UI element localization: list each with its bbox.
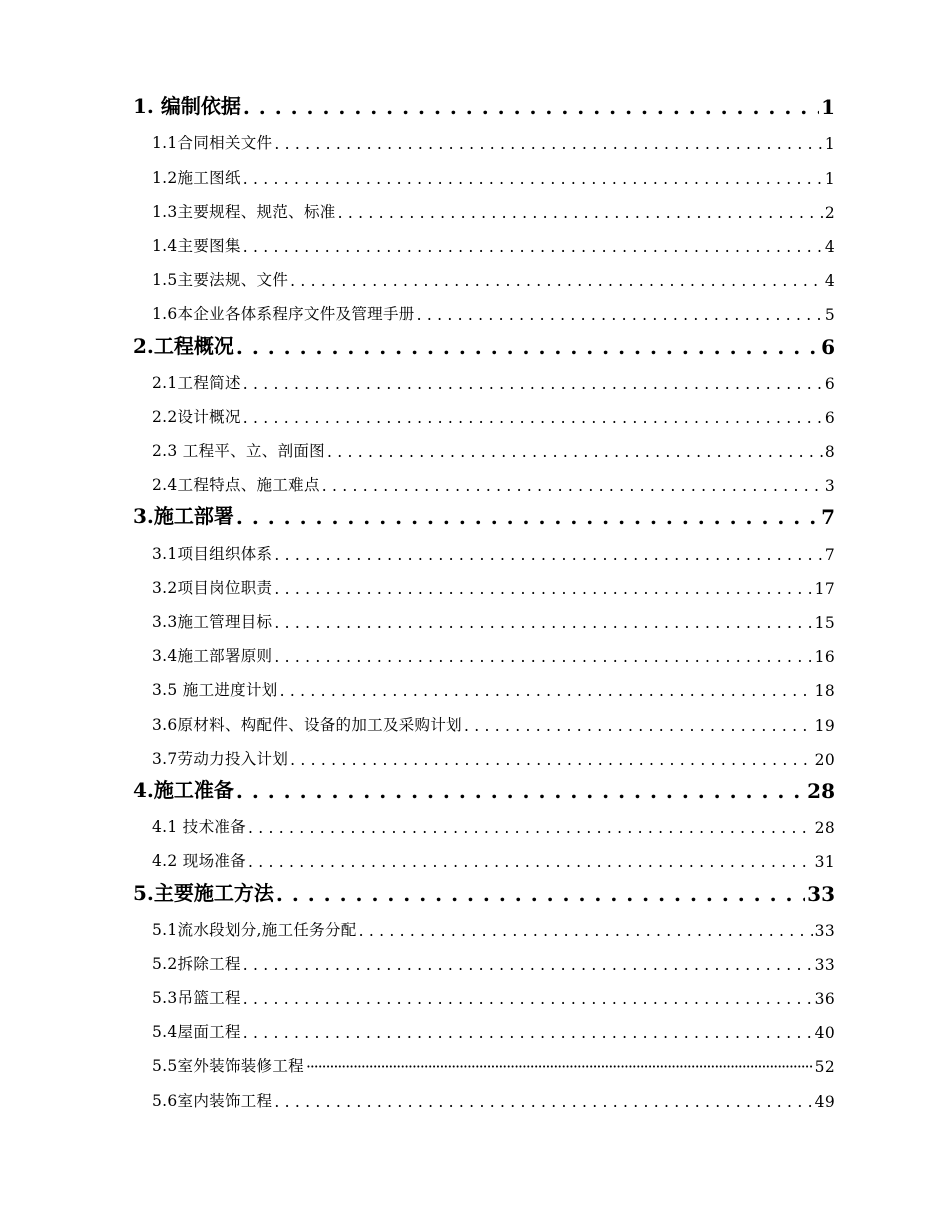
- toc-entry-page: 31: [814, 853, 835, 872]
- toc-entry: [152, 296, 835, 330]
- toc-entry-title: 5.1流水段划分,施工任务分配: [152, 920, 357, 939]
- toc-leader-dots: [243, 1024, 813, 1042]
- toc-leader-dots: [243, 95, 819, 119]
- toc-entry-page: 1: [824, 135, 835, 154]
- toc-entry-title: 2.2设计概况: [152, 407, 241, 426]
- toc-entry-title: 4.1 技术准备: [152, 818, 246, 837]
- toc-entry-title: 4.2 现场准备: [152, 852, 246, 871]
- toc-entry: [152, 741, 835, 775]
- toc-entry-page: 18: [814, 682, 835, 701]
- toc-entry: [133, 501, 835, 535]
- toc-entry-page: 4: [824, 237, 835, 256]
- toc-entry-title: 3.3施工管理目标: [152, 613, 273, 631]
- toc-entry-title: 1.2施工图纸: [152, 168, 241, 187]
- toc-entry-page: 16: [814, 648, 835, 667]
- toc-entry-page: 5: [824, 306, 835, 325]
- toc-entry-page: 33: [814, 921, 835, 940]
- toc-entry-page: 20: [814, 750, 835, 769]
- toc-leader-dots: [236, 505, 819, 529]
- toc-leader-dots: [274, 614, 812, 632]
- toc-entry-page: 17: [814, 579, 835, 598]
- toc-entry-page: 7: [824, 545, 835, 564]
- toc-entry-title: 2.1工程简述: [152, 373, 241, 392]
- toc-leader-dots: [327, 443, 823, 461]
- toc-leader-dots: [280, 682, 813, 700]
- toc-leader-dots: [243, 990, 813, 1008]
- toc-entry: [152, 1048, 835, 1082]
- toc-entry: [152, 843, 835, 877]
- toc-entry-page: 7: [821, 505, 835, 530]
- toc-entry-page: 15: [814, 614, 835, 632]
- toc-leader-dots: [322, 477, 823, 495]
- toc-leader-dots: [276, 882, 805, 906]
- toc-entry-title: 5.2拆除工程: [152, 954, 241, 973]
- toc-entry-page: 36: [814, 990, 835, 1009]
- toc-entry-title: 5.4屋面工程: [152, 1023, 241, 1042]
- toc-entry: [152, 809, 835, 843]
- toc-entry-page: 6: [824, 408, 835, 427]
- toc-leader-dots: [243, 375, 823, 393]
- toc-leader-dots: [248, 819, 813, 837]
- toc-entry-title: 2.3 工程平、立、剖面图: [152, 442, 325, 461]
- toc-entry: [152, 706, 835, 740]
- toc-entry-title: 1.1合同相关文件: [152, 134, 273, 153]
- toc-leader-dots: [236, 335, 819, 359]
- toc-leader-dots: [243, 409, 823, 427]
- toc-entry: [152, 399, 835, 433]
- toc-entry-page: 6: [821, 334, 835, 359]
- toc-leader-dots: [274, 135, 822, 153]
- toc-entry-page: 52: [814, 1058, 835, 1077]
- toc-entry: [152, 912, 835, 946]
- toc-leader-dots: [236, 779, 805, 803]
- toc-entry: [152, 604, 835, 638]
- toc-leader-dots: [243, 238, 823, 256]
- toc-entry: [152, 433, 835, 467]
- toc-entry: [152, 125, 835, 159]
- toc-entry-page: 1: [821, 95, 835, 120]
- toc-entry: [152, 535, 835, 569]
- toc-entry-page: 49: [814, 1092, 835, 1111]
- toc-entry-page: 28: [807, 778, 835, 803]
- toc-entry: [133, 330, 835, 364]
- toc-entry-page: 33: [814, 955, 835, 974]
- toc-entry: [133, 775, 835, 809]
- toc-entry-title: 1.4主要图集: [152, 236, 241, 255]
- toc-entry: [152, 570, 835, 604]
- toc-entry-title: 3.5 施工进度计划: [152, 681, 278, 700]
- toc-entry-title: 1.5主要法规、文件: [152, 271, 289, 290]
- toc-leader-dots: [248, 853, 813, 871]
- toc-entry: [152, 672, 835, 706]
- toc-entry-title: 4.施工准备: [133, 777, 234, 802]
- toc-leader-dots: [359, 922, 813, 940]
- toc-leader-dots: [306, 1058, 813, 1076]
- toc-entry-title: 5.主要施工方法: [133, 880, 274, 905]
- toc-entry-title: 5.5室外装饰装修工程: [152, 1057, 304, 1076]
- toc-entry-page: 19: [814, 716, 835, 735]
- toc-entry-page: 33: [807, 881, 835, 906]
- toc-entry: [133, 91, 835, 125]
- toc-entry-title: 5.3吊篮工程: [152, 989, 241, 1008]
- toc-entry-page: 28: [814, 819, 835, 838]
- toc-entry-page: 6: [824, 374, 835, 393]
- toc-entry-title: 1. 编制依据: [133, 94, 241, 119]
- toc-entry: [152, 194, 835, 228]
- toc-entry-title: 3.4施工部署原则: [152, 647, 273, 666]
- toc-entry-title: 3.6原材料、构配件、设备的加工及采购计划: [152, 715, 462, 734]
- toc-leader-dots: [274, 648, 812, 666]
- toc-entry-title: 3.施工部署: [133, 504, 234, 529]
- toc-entry: [152, 262, 835, 296]
- toc-entry: [152, 1082, 835, 1116]
- toc-leader-dots: [243, 170, 823, 188]
- toc-entry-page: 40: [814, 1024, 835, 1043]
- toc-entry: [133, 877, 835, 911]
- toc-leader-dots: [290, 751, 813, 769]
- toc-entry-page: 4: [824, 272, 835, 291]
- toc-entry: [152, 946, 835, 980]
- toc-entry: [152, 159, 835, 193]
- toc-leader-dots: [464, 717, 813, 735]
- table-of-contents: [0, 91, 950, 1117]
- toc-entry-title: 2.工程概况: [133, 333, 234, 358]
- toc-entry: [152, 1014, 835, 1048]
- toc-entry-title: 2.4工程特点、施工难点: [152, 476, 320, 495]
- toc-entry: [152, 365, 835, 399]
- toc-entry: [152, 980, 835, 1014]
- toc-entry-page: 3: [824, 477, 835, 496]
- toc-leader-dots: [290, 272, 823, 290]
- toc-entry: [152, 638, 835, 672]
- toc-entry-page: 2: [824, 203, 835, 222]
- toc-leader-dots: [338, 204, 823, 222]
- toc-leader-dots: [274, 1093, 812, 1111]
- toc-leader-dots: [417, 306, 823, 324]
- toc-leader-dots: [243, 956, 813, 974]
- toc-entry-page: 8: [824, 443, 835, 462]
- toc-entry-title: 1.3主要规程、规范、标准: [152, 202, 336, 221]
- toc-entry: [152, 467, 835, 501]
- toc-entry-page: 1: [824, 169, 835, 188]
- toc-entry: [152, 228, 835, 262]
- toc-leader-dots: [274, 580, 812, 598]
- toc-leader-dots: [274, 546, 822, 564]
- toc-entry-title: 3.2项目岗位职责: [152, 578, 273, 597]
- toc-entry-title: 5.6室内装饰工程: [152, 1091, 273, 1110]
- toc-entry-title: 1.6本企业各体系程序文件及管理手册: [152, 305, 415, 324]
- toc-entry-title: 3.7劳动力投入计划: [152, 749, 289, 768]
- toc-entry-title: 3.1项目组织体系: [152, 544, 273, 563]
